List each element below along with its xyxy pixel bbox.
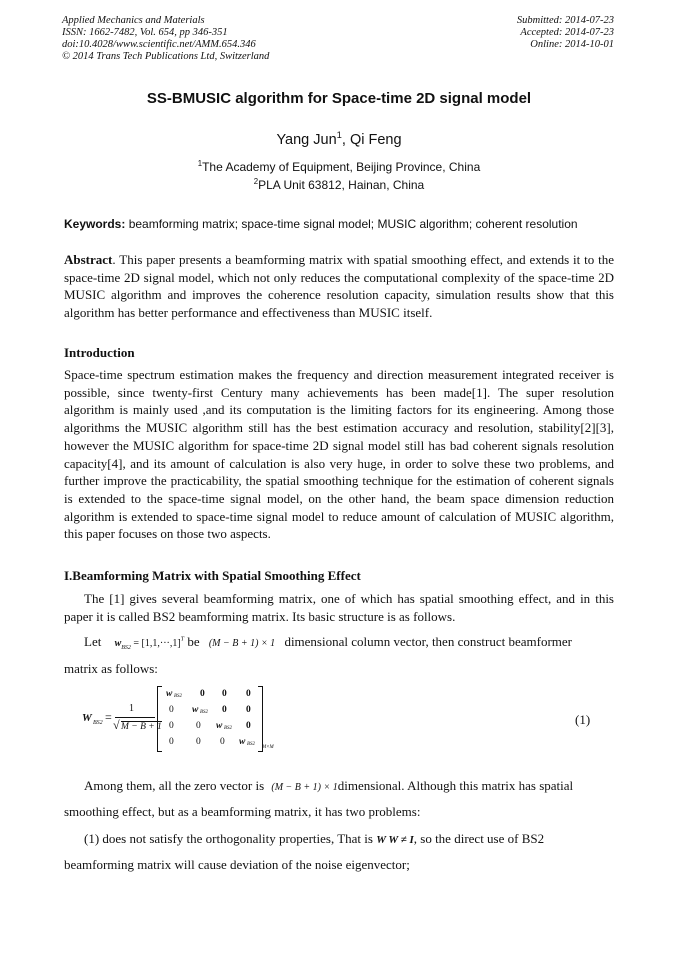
- matrix-cell: w: [166, 689, 173, 699]
- definition-tail: dimensional column vector, then construct beamformer: [284, 634, 572, 649]
- matrix-cell: 0: [222, 705, 227, 715]
- keywords-label: Keywords:: [64, 217, 126, 231]
- beamforming-matrix: [157, 686, 263, 752]
- author-list: [0, 129, 678, 148]
- section-heading: Introduction: [64, 345, 135, 360]
- text-line: [64, 831, 614, 847]
- matrix-cell: 0: [246, 705, 251, 715]
- equation-lhs-subscript: BS2: [93, 720, 103, 726]
- keywords-text: beamforming matrix; space-time signal model; MUSIC algorithm; coherent resolution: [128, 217, 578, 231]
- sqrt-sign: √: [113, 718, 120, 732]
- let-word: Let: [84, 634, 102, 649]
- author-affiliation-mark: 1: [336, 129, 342, 141]
- text-segment: Among them, all the zero vector is: [84, 778, 265, 793]
- text-segment: dimensional. Although this matrix has spatial: [337, 778, 574, 793]
- matrix-cell: 0: [169, 721, 174, 731]
- author-name: Yang Jun: [276, 132, 337, 148]
- fraction-denominator: M − B + 1: [121, 722, 162, 732]
- matrix-cell-subscript: BS2: [224, 726, 233, 731]
- text-segment: (1) does not satisfy the orthogonality properties, That is: [84, 831, 373, 846]
- matrix-cell: 0: [220, 737, 225, 747]
- fraction-bar: [115, 717, 155, 718]
- matrix-cell: w: [239, 737, 246, 747]
- matrix-cell: 0: [169, 705, 174, 715]
- matrix-cell: 0: [246, 689, 251, 699]
- equation-lhs: W: [82, 712, 92, 724]
- author-name: Qi Feng: [349, 132, 402, 148]
- matrix-cell: 0: [246, 721, 251, 731]
- matrix-cell: 0: [196, 721, 201, 731]
- equation-equals: =: [105, 710, 112, 724]
- vector-value: = [1,1,···,1]: [130, 638, 181, 649]
- vector-subscript: BS2: [121, 645, 131, 651]
- fraction-numerator: 1: [129, 703, 134, 714]
- matrix-cell: 0: [169, 737, 174, 747]
- be-word: be: [187, 634, 200, 649]
- text-segment: , so the direct use of BS2: [413, 831, 545, 846]
- keywords: [64, 217, 624, 231]
- affiliation-text: PLA Unit 63812, Hainan, China: [258, 178, 425, 192]
- definition-line: matrix as follows:: [64, 661, 158, 676]
- dimension-expr: (M − B + 1) × 1: [271, 782, 338, 793]
- matrix-cell: 0: [196, 737, 201, 747]
- matrix-size: M×M: [262, 745, 274, 750]
- dimension-expr: (M − B + 1) × 1: [208, 638, 276, 649]
- vector-symbol: w: [114, 638, 122, 649]
- submission-dates: [517, 15, 614, 51]
- accepted-date: Accepted: 2014-07-23: [520, 27, 614, 38]
- section-heading: I.Beamforming Matrix with Spatial Smoothing Effect: [64, 568, 361, 583]
- equation-number: (1): [575, 712, 591, 727]
- text-line: [64, 778, 614, 794]
- affiliation: [0, 160, 678, 174]
- abstract: [64, 251, 614, 322]
- matrix-cell: 0: [200, 689, 205, 699]
- orthogonality-expr: W W: [376, 834, 398, 846]
- affiliation-mark: 2: [253, 177, 259, 186]
- matrix-cell-subscript: BS2: [174, 694, 183, 699]
- abstract-text: . This paper presents a beamforming matrix with spatial smoothing effect, and extends it to the space-time 2D signal model, which not only reduces the computational complexity of the space-time 2D MUSIC algorithm and improves the coherence resolution capacity, simulation results show that this algorithm has better performance and effectiveness than MUSIC itself.: [64, 252, 614, 321]
- online-date: Online: 2014-10-01: [530, 39, 614, 50]
- journal-info: [62, 15, 269, 63]
- matrix-cell: w: [192, 705, 199, 715]
- submitted-date: Submitted: 2014-07-23: [516, 15, 614, 26]
- journal-name: Applied Mechanics and Materials: [62, 15, 205, 26]
- journal-issn: ISSN: 1662-7482, Vol. 654, pp 346-351: [62, 27, 228, 38]
- matrix-cell-subscript: BS2: [200, 710, 209, 715]
- abstract-label: Abstract: [64, 252, 113, 267]
- introduction-text: Space-time spectrum estimation makes the frequency and direction measurement integrated receiver is possible, since twenty-first Century many achievements has been made[1]. The super resolution algorithm is mainly used ,and its computation is the limiting factors for its engineering. Among those algorithms the MUSIC algorithm still has the best estimation accuracy and resolution, stability[2][3], however the MUSIC algorithm for space-time 2D signal model still has bad coherent signals resolution capacity[4], and its amount of calculation is also very huge, in order to solve these two problems, and further improve the practicability, the spatial smoothing technique for the estimation of coherent signals is extended to the space-time signal model, on the other hand, the beam space dimension reduction algorithm is extended to space-time signal model to reduce amount of calculation of MUSIC algorithm, this paper focuses on those two aspects.: [64, 367, 614, 542]
- journal-copyright: © 2014 Trans Tech Publications Ltd, Switzerland: [62, 51, 270, 62]
- definition-line: [64, 634, 614, 651]
- orthogonality-relation: ≠ I: [397, 834, 414, 846]
- section-paragraph: The [1] gives several beamforming matrix, one of which has spatial smoothing effect, and in this paper it is called BS2 beamforming matrix. Its basic structure is as follows.: [64, 591, 614, 624]
- author-separator: ,: [341, 132, 350, 148]
- affiliation: [0, 178, 678, 192]
- affiliation-text: The Academy of Equipment, Beijing Province, China: [202, 160, 481, 174]
- affiliation-mark: 1: [197, 159, 203, 168]
- matrix-cell-subscript: BS2: [247, 742, 256, 747]
- paper-title: SS-BMUSIC algorithm for Space-time 2D signal model: [146, 90, 532, 107]
- matrix-cell: 0: [222, 689, 227, 699]
- text-line: beamforming matrix will cause deviation of the noise eigenvector;: [64, 857, 410, 872]
- matrix-cell: w: [216, 721, 223, 731]
- transpose-mark: T: [180, 636, 185, 643]
- text-line: smoothing effect, but as a beamforming matrix, it has two problems:: [64, 804, 421, 819]
- journal-doi: doi:10.4028/www.scientific.net/AMM.654.346: [62, 39, 256, 50]
